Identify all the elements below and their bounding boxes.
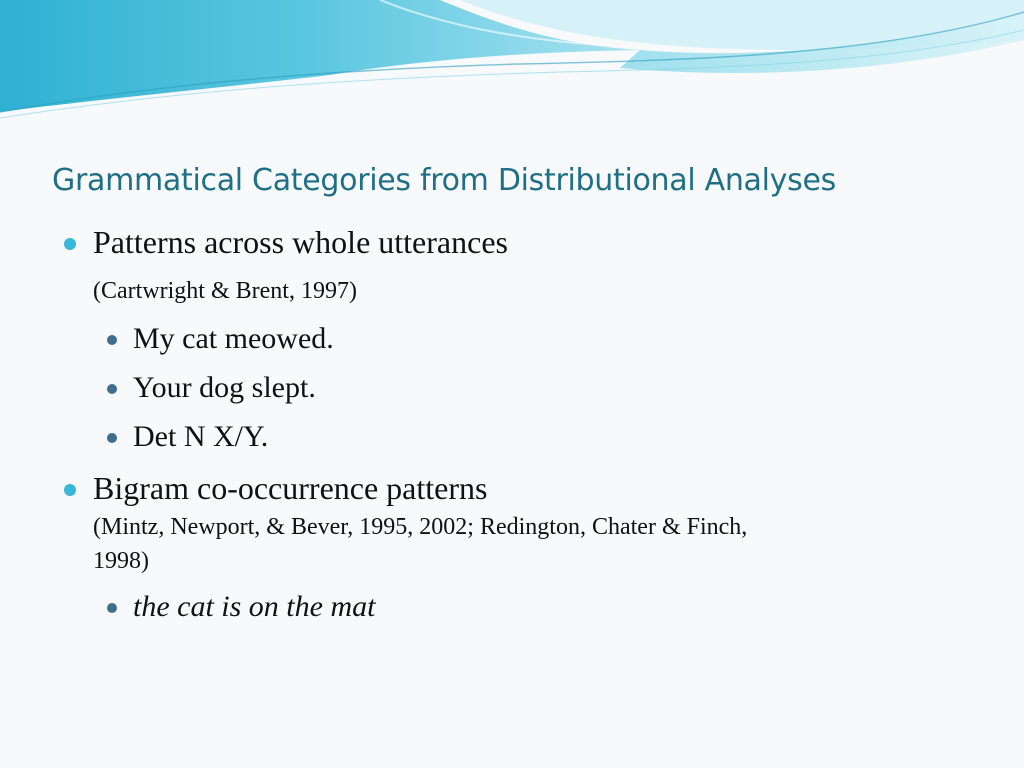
bullet-level1 [64,238,76,250]
bullet-level1 [64,484,76,496]
slide-title: Grammatical Categories from Distributional Analyses [52,163,836,198]
subbullet-text: Det N X/Y. [133,420,269,453]
citation-text: (Cartwright & Brent, 1997) [93,278,357,304]
subbullet-text: My cat meowed. [133,322,334,355]
bullet-text: Bigram co-occurrence patterns [93,470,488,506]
bullet-level2 [107,433,117,443]
bullet-level2 [107,603,117,613]
decorative-wave-header [0,0,1024,130]
subbullet-text-example: the cat is on the mat [133,590,376,623]
citation-text: 1998) [93,548,149,574]
subbullet-text: Your dog slept. [133,371,316,404]
bullet-text: Patterns across whole utterances [93,224,508,260]
citation-text: (Mintz, Newport, & Bever, 1995, 2002; Redington, Chater & Finch, [93,514,748,540]
bullet-level2 [107,335,117,345]
bullet-level2 [107,384,117,394]
